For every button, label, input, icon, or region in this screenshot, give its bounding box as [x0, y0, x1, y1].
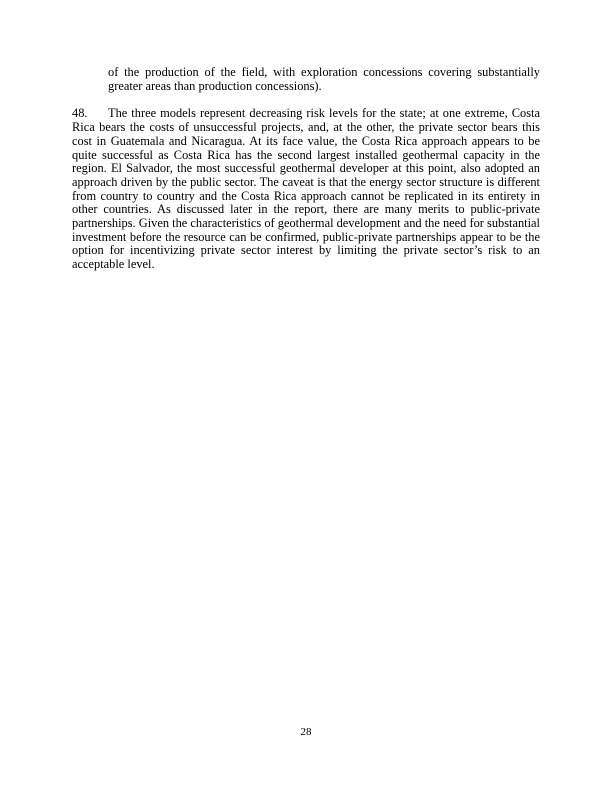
- paragraph-48: [72, 107, 540, 271]
- page-content: [72, 66, 540, 272]
- page-number: 28: [300, 726, 312, 738]
- continuation-paragraph: of the production of the field, with exploration concessions covering substantially greater areas than production concessions).: [108, 65, 540, 93]
- paragraph-number: 48.: [72, 106, 88, 121]
- paragraph-text: The three models represent decreasing risk levels for the state; at one extreme, Costa Rica bears the costs of unsuccessful projects, and, at the other, the private sector bears this cost in Guatemala and Nicaragua. At its face value, the Costa Rica approach appears to be quite successful as Costa Rica has the second largest installed geothermal capacity in the region. El Salvador, the most successful geothermal developer at this point, also adopted an approach driven by the public sector. The caveat is that the energy sector structure is different from country to country and the Costa Rica approach cannot be replicated in its entirety in other countries. As discussed later in the report, there are many merits to public-private partnerships. Given the characteristics of geothermal development and the need for substantial investment before the resource can be confirmed, public-private partnerships appear to be the option for incentivizing private sector interest by limiting the private sector’s risk to an acceptable level.: [72, 106, 540, 272]
